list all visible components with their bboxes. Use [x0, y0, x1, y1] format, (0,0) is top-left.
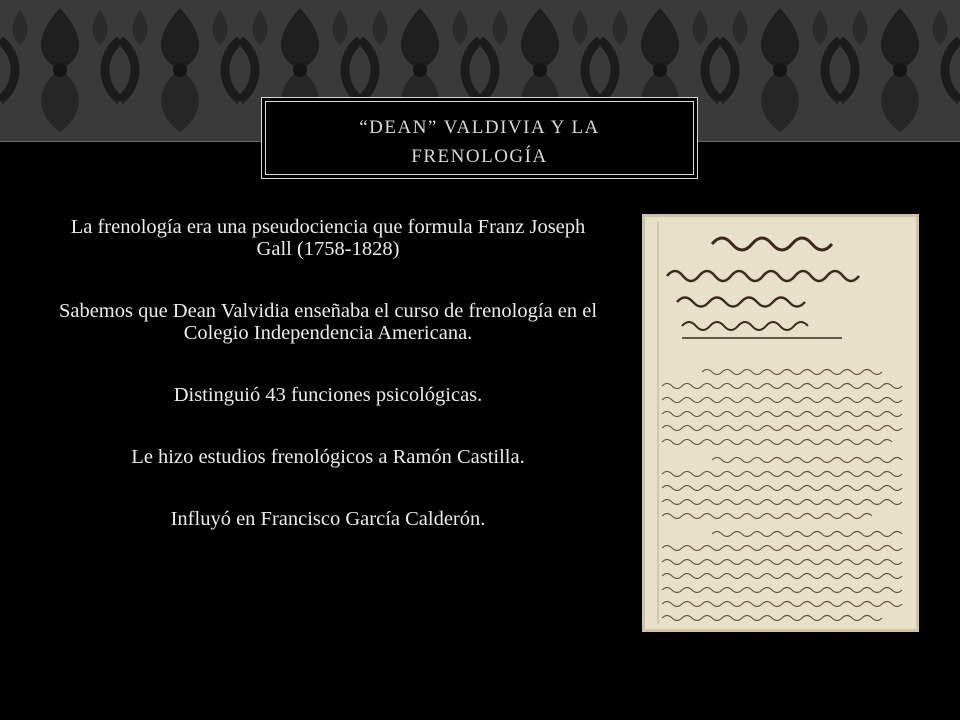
- handwritten-page: [642, 214, 919, 632]
- body-text: [58, 216, 598, 570]
- title-line-1: “DEAN” VALDIVIA Y LA: [359, 117, 600, 138]
- manuscript-image: [642, 214, 919, 632]
- paragraph-functions: Distinguió 43 funciones psicológicas.: [173, 384, 483, 406]
- slide-title: [282, 113, 677, 171]
- paragraph-garcia-calderon: Influyó en Francisco García Calderón.: [170, 508, 486, 530]
- title-box: [261, 97, 698, 179]
- paragraph-gall: La frenología era una pseudociencia que formula Franz Joseph Gall (1758-1828): [70, 216, 586, 260]
- title-line-2: FRENOLOGÍA: [411, 146, 548, 167]
- paragraph-castilla: Le hizo estudios frenológicos a Ramón Castilla.: [131, 446, 525, 468]
- paragraph-course: Sabemos que Dean Valvidia enseñaba el curso de frenología en el Colegio Independencia Americana.: [58, 300, 598, 344]
